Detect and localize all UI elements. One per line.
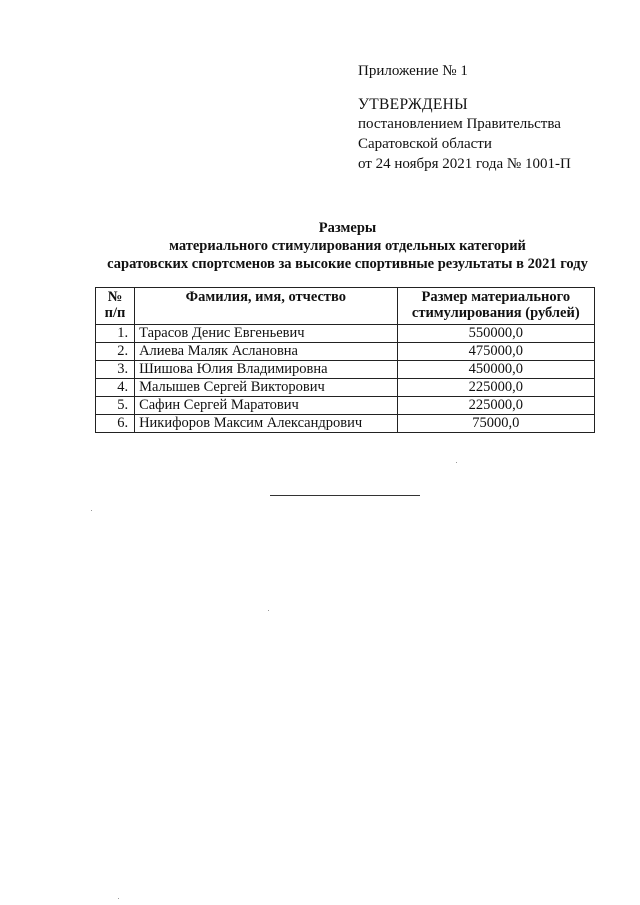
table-header-row bbox=[96, 288, 595, 325]
row-amount: 550000,0 bbox=[397, 325, 594, 343]
row-number: 6. bbox=[96, 415, 135, 433]
table-row bbox=[96, 361, 595, 379]
row-amount: 75000,0 bbox=[397, 415, 594, 433]
header-name-label: Фамилия, имя, отчество bbox=[185, 289, 347, 305]
table-row bbox=[96, 397, 595, 415]
header-amount-line-1: Размер материального bbox=[421, 289, 571, 305]
document-title bbox=[60, 219, 635, 273]
row-name: Никифоров Максим Александрович bbox=[135, 415, 398, 433]
scan-speck bbox=[456, 462, 457, 463]
scan-speck bbox=[118, 898, 119, 899]
row-name: Сафин Сергей Маратович bbox=[135, 397, 398, 415]
header-amount bbox=[397, 288, 594, 325]
row-name: Малышев Сергей Викторович bbox=[135, 379, 398, 397]
approval-line-region: Саратовской области bbox=[358, 136, 492, 152]
appendix-number: Приложение № 1 bbox=[358, 63, 468, 79]
header-number-line-1: № bbox=[107, 289, 123, 305]
row-number: 1. bbox=[96, 325, 135, 343]
awards-table bbox=[95, 287, 595, 433]
row-number: 4. bbox=[96, 379, 135, 397]
row-amount: 450000,0 bbox=[397, 361, 594, 379]
row-number: 5. bbox=[96, 397, 135, 415]
table-row bbox=[96, 343, 595, 361]
row-name: Тарасов Денис Евгеньевич bbox=[135, 325, 398, 343]
scan-speck bbox=[268, 610, 269, 611]
approval-block bbox=[358, 95, 571, 174]
table-row bbox=[96, 379, 595, 397]
table-row bbox=[96, 415, 595, 433]
row-name: Шишова Юлия Владимировна bbox=[135, 361, 398, 379]
header-name bbox=[135, 288, 398, 325]
header-amount-line-2: стимулирования (рублей) bbox=[411, 305, 580, 321]
row-amount: 225000,0 bbox=[397, 397, 594, 415]
title-line-2: материального стимулирования отдельных категорий bbox=[169, 238, 526, 254]
header-number bbox=[96, 288, 135, 325]
row-amount: 475000,0 bbox=[397, 343, 594, 361]
closing-line-divider bbox=[270, 495, 420, 496]
row-name: Алиева Маляк Аслановна bbox=[135, 343, 398, 361]
approval-line-decree: постановлением Правительства bbox=[358, 116, 561, 132]
approval-line-date: от 24 ноября 2021 года № 1001-П bbox=[358, 156, 571, 172]
title-line-1: Размеры bbox=[318, 220, 377, 236]
row-number: 3. bbox=[96, 361, 135, 379]
row-number: 2. bbox=[96, 343, 135, 361]
approved-heading: УТВЕРЖДЕНЫ bbox=[358, 96, 468, 113]
row-amount: 225000,0 bbox=[397, 379, 594, 397]
header-number-line-2: п/п bbox=[104, 305, 126, 321]
title-line-3: саратовских спортсменов за высокие спортивные результаты в 2021 году bbox=[107, 256, 588, 272]
table-row bbox=[96, 325, 595, 343]
scan-speck bbox=[91, 510, 92, 511]
